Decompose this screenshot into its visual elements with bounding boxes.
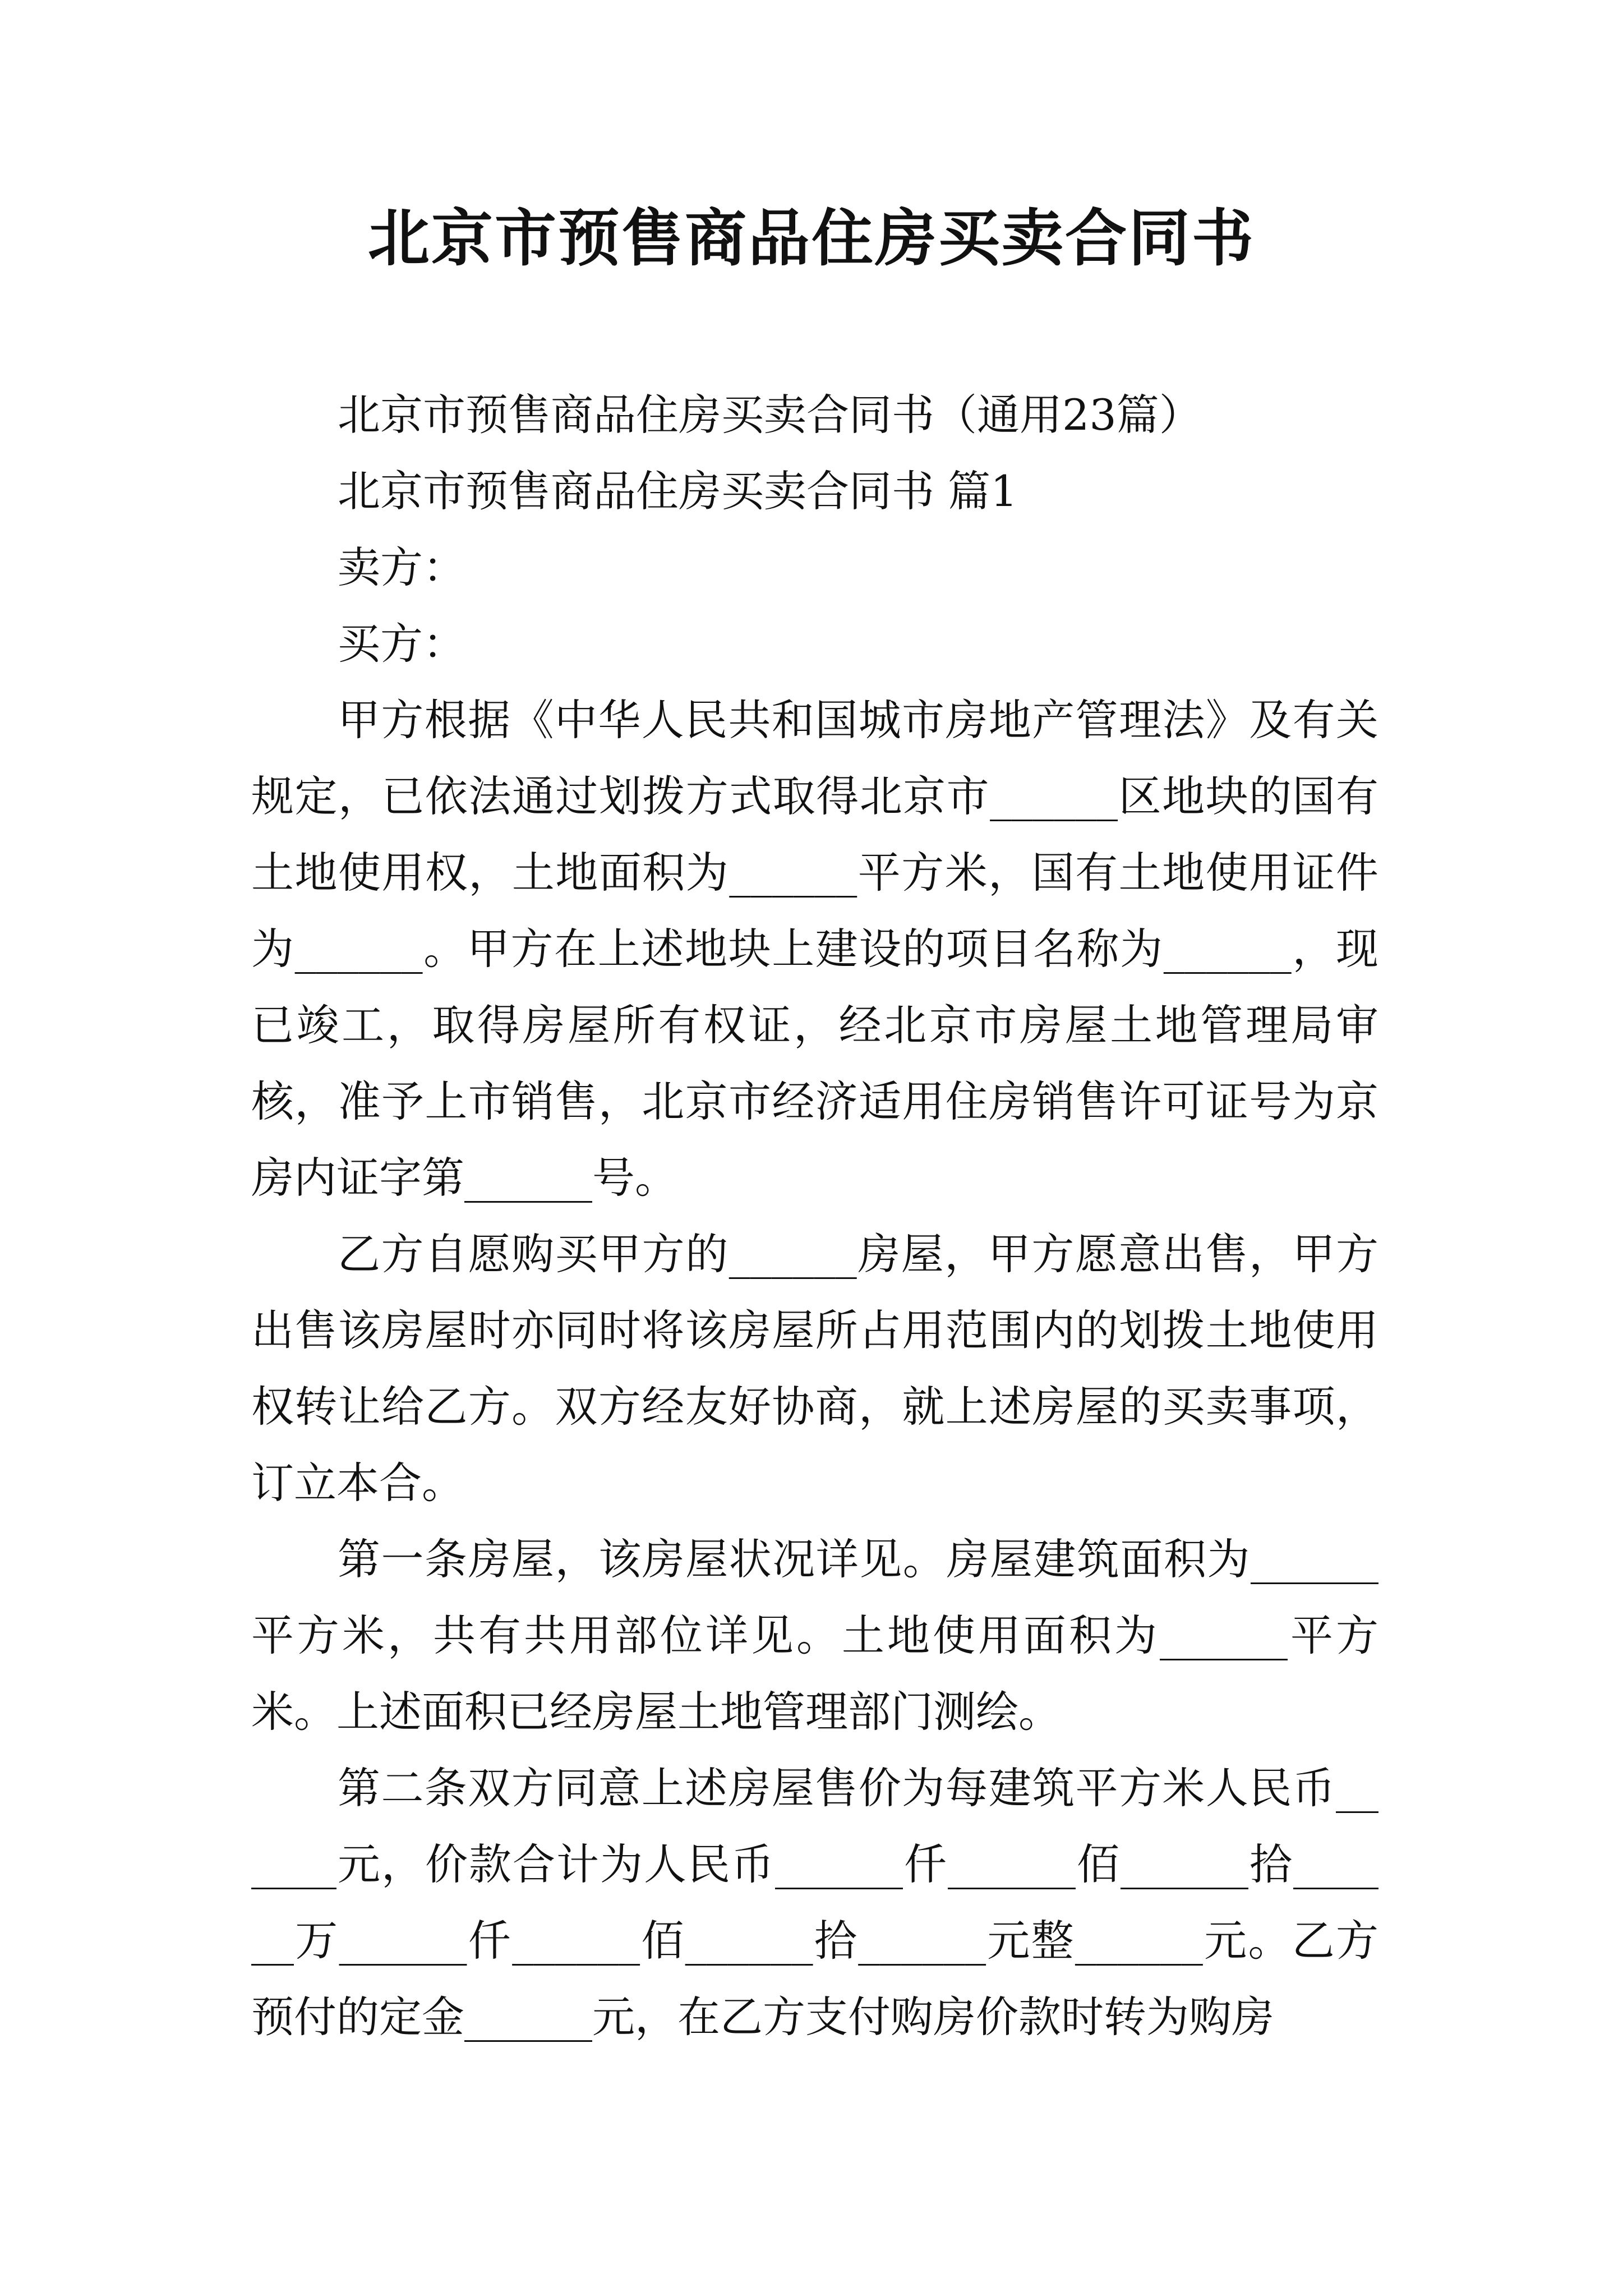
document-subtitle: 北京市预售商品住房买卖合同书（通用23篇）	[338, 390, 1202, 440]
section-heading: 北京市预售商品住房买卖合同书 篇1	[338, 466, 1018, 516]
paragraph-article-2: 第二条双方同意上述房屋售价为每建筑平方米人民币______元，价款合计为人民币______仟______佰______拾______万______仟______佰______拾______元整______元。乙方预付的定金______元，在乙方支付购房价款时转为购房	[251, 1763, 1378, 2042]
buyer-label: 买方：	[338, 619, 465, 669]
seller-label: 卖方：	[338, 542, 465, 592]
paragraph-purchase-intent: 乙方自愿购买甲方的______房屋，甲方愿意出售，甲方出售该房屋时亦同时将该房屋所占用范围内的划拨土地使用权转让给乙方。双方经友好协商，就上述房屋的买卖事项，订立本合。	[251, 1229, 1378, 1508]
document-title: 北京市预售商品住房买卖合同书	[368, 202, 1255, 274]
paragraph-land-rights: 甲方根据《中华人民共和国城市房地产管理法》及有关规定，已依法通过划拨方式取得北京市______区地块的国有土地使用权，土地面积为______平方米，国有土地使用证件为______。甲方在上述地块上建设的项目名称为______，现已竣工，取得房屋所有权证，经北京市房屋土地管理局审核，准予上市销售，北京市经济适用住房销售许可证号为京房内证字第______号。	[251, 695, 1378, 1203]
paragraph-article-1: 第一条房屋，该房屋状况详见。房屋建筑面积为______平方米，共有共用部位详见。土地使用面积为______平方米。上述面积已经房屋土地管理部门测绘。	[251, 1534, 1378, 1737]
document-body	[251, 377, 1378, 2055]
